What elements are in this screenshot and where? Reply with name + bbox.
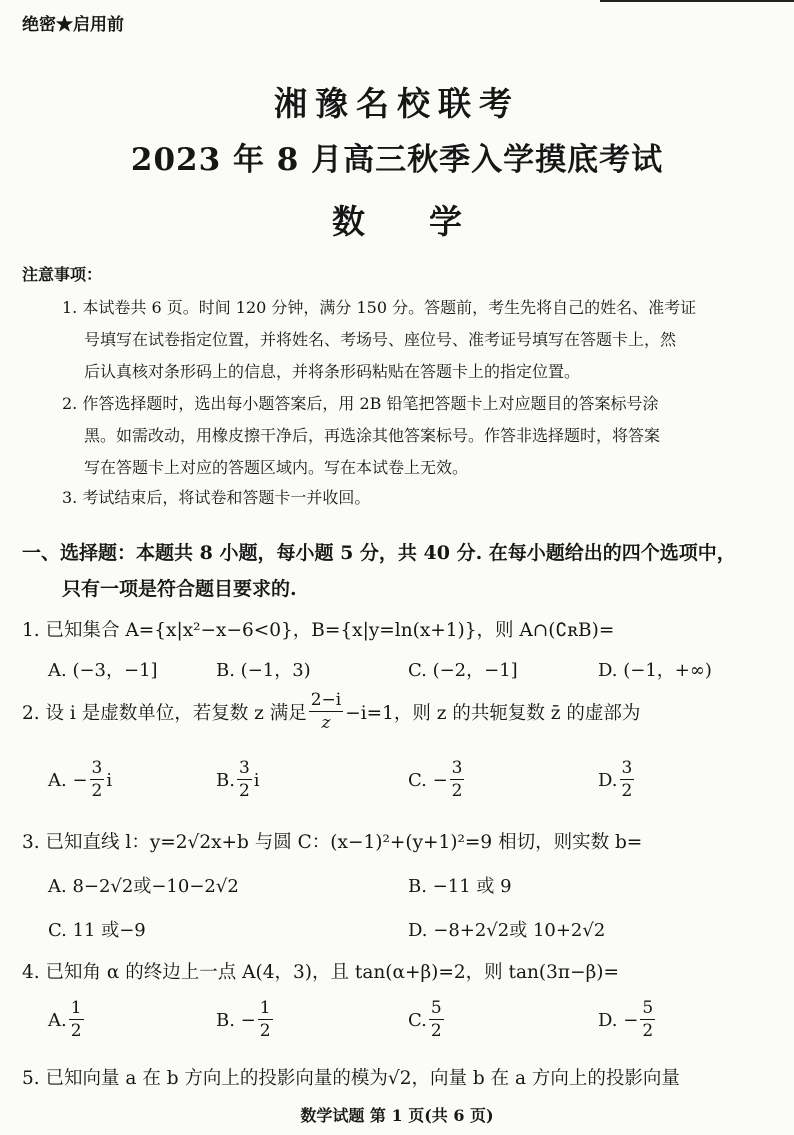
question-2-stem [22, 692, 640, 732]
subject-char-b: 学 [429, 202, 462, 241]
fraction-numerator: 1 [70, 998, 82, 1018]
question-4-option-b [216, 1000, 275, 1040]
fraction-numerator: 5 [642, 998, 654, 1018]
fraction-numerator: 1 [259, 998, 271, 1018]
notice-line: 后认真核对条形码上的信息，并将条形码粘贴在答题卡上的指定位置。 [84, 362, 581, 381]
fraction-denominator: 2 [259, 1021, 271, 1041]
notice-line: 1. 本试卷共 6 页。时间 120 分钟，满分 150 分。答题前，考生先将自己的姓名、准考证 [62, 298, 697, 317]
exam-title-line1: 湘豫名校联考 [274, 84, 520, 123]
option-fraction [90, 760, 105, 800]
option-suffix: i [106, 769, 113, 791]
question-3-option-c: C. 11 或−9 [48, 920, 146, 941]
fraction-denominator: 2 [238, 781, 250, 801]
question-3-stem: 3. 已知直线 l：y=2√2x+b 与圆 C：(x−1)²+(y+1)²=9 相切，则实数 b= [22, 832, 643, 853]
question-4-option-a [48, 1000, 86, 1040]
subject-title [0, 196, 794, 243]
option-fraction [640, 1000, 655, 1040]
question-1-option-d: D. (−1，+∞) [598, 660, 712, 681]
fraction-denominator: 2 [642, 1021, 654, 1041]
option-fraction [620, 760, 635, 800]
option-label: C. [408, 1009, 427, 1031]
exam-title-line2: 2023 年 8 月高三秋季入学摸底考试 [130, 142, 664, 178]
option-fraction [450, 760, 465, 800]
fraction-numerator: 5 [430, 998, 442, 1018]
question-4-stem: 4. 已知角 α 的终边上一点 A(4，3)，且 tan(α+β)=2，则 tan(3π−β)= [22, 962, 619, 983]
section-heading-line1: 一、选择题：本题共 8 小题，每小题 5 分，共 40 分. 在每小题给出的四个选项中， [22, 542, 736, 564]
option-fraction [69, 1000, 84, 1040]
question-2-fraction-numerator: 2−i [310, 690, 342, 710]
question-2-fraction [309, 692, 344, 732]
option-label: D. − [598, 1009, 639, 1031]
question-5-stem: 5. 已知向量 a 在 b 方向上的投影向量的模为√2，向量 b 在 a 方向上的投影向量 [22, 1068, 680, 1089]
fraction-denominator: 2 [621, 781, 633, 801]
top-border-line [600, 0, 794, 2]
option-label: A. − [48, 769, 88, 791]
question-2-fraction-denominator: z [321, 713, 331, 733]
notice-line: 2. 作答选择题时，选出每小题答案后，用 2B 铅笔把答题卡上对应题目的答案标号涂 [62, 394, 659, 413]
question-1-option-a: A. (−3，−1] [48, 660, 158, 681]
question-2-stem-pre: 2. 设 i 是虚数单位，若复数 z 满足 [22, 703, 307, 724]
fraction-numerator: 3 [621, 758, 633, 778]
option-label: A. [48, 1009, 67, 1031]
question-2-option-b [216, 760, 260, 800]
notice-line: 3. 考试结束后，将试卷和答题卡一并收回。 [62, 488, 371, 507]
notice-line: 黑。如需改动，用橡皮擦干净后，再选涂其他答案标号。作答非选择题时，将答案 [84, 426, 661, 445]
option-label: B. [216, 769, 235, 791]
option-suffix: i [253, 769, 260, 791]
question-3-option-a: A. 8−2√2或−10−2√2 [48, 876, 239, 897]
question-4-option-d [598, 1000, 657, 1040]
fraction-denominator: 2 [430, 1021, 442, 1041]
fraction-denominator: 2 [91, 781, 103, 801]
fraction-numerator: 3 [91, 758, 103, 778]
fraction-denominator: 2 [70, 1021, 82, 1041]
question-1-option-c: C. (−2，−1] [408, 660, 518, 681]
option-label: D. [598, 769, 618, 791]
option-fraction [237, 760, 252, 800]
question-1-option-b: B. (−1，3) [216, 660, 311, 681]
option-fraction [429, 1000, 444, 1040]
fraction-numerator: 3 [238, 758, 250, 778]
option-label: B. − [216, 1009, 256, 1031]
question-2-stem-post: −i=1，则 z 的共轭复数 z̄ 的虚部为 [345, 703, 641, 724]
question-2-option-a [48, 760, 112, 800]
page-footer: 数学试题 第 1 页(共 6 页) [300, 1106, 494, 1125]
question-2-option-c [408, 760, 466, 800]
question-1-stem: 1. 已知集合 A={x|x²−x−6<0}，B={x|y=ln(x+1)}，则 A∩(∁ʀB)= [22, 620, 615, 641]
confidential-label: 绝密★启用前 [22, 15, 124, 35]
subject-char-a: 数 [332, 202, 365, 241]
notice-line: 写在答题卡上对应的答题区域内。写在本试卷上无效。 [84, 458, 469, 477]
question-3-option-d: D. −8+2√2或 10+2√2 [408, 920, 606, 941]
section-heading-line2: 只有一项是符合题目要求的. [62, 578, 297, 600]
option-fraction [258, 1000, 273, 1040]
fraction-denominator: 2 [451, 781, 463, 801]
question-4-option-c [408, 1000, 446, 1040]
notice-heading: 注意事项： [22, 265, 103, 284]
fraction-numerator: 3 [451, 758, 463, 778]
option-label: C. − [408, 769, 448, 791]
question-2-option-d [598, 760, 636, 800]
notice-line: 号填写在试卷指定位置，并将姓名、考场号、座位号、准考证号填写在答题卡上，然 [84, 330, 677, 349]
question-3-option-b: B. −11 或 9 [408, 876, 512, 897]
